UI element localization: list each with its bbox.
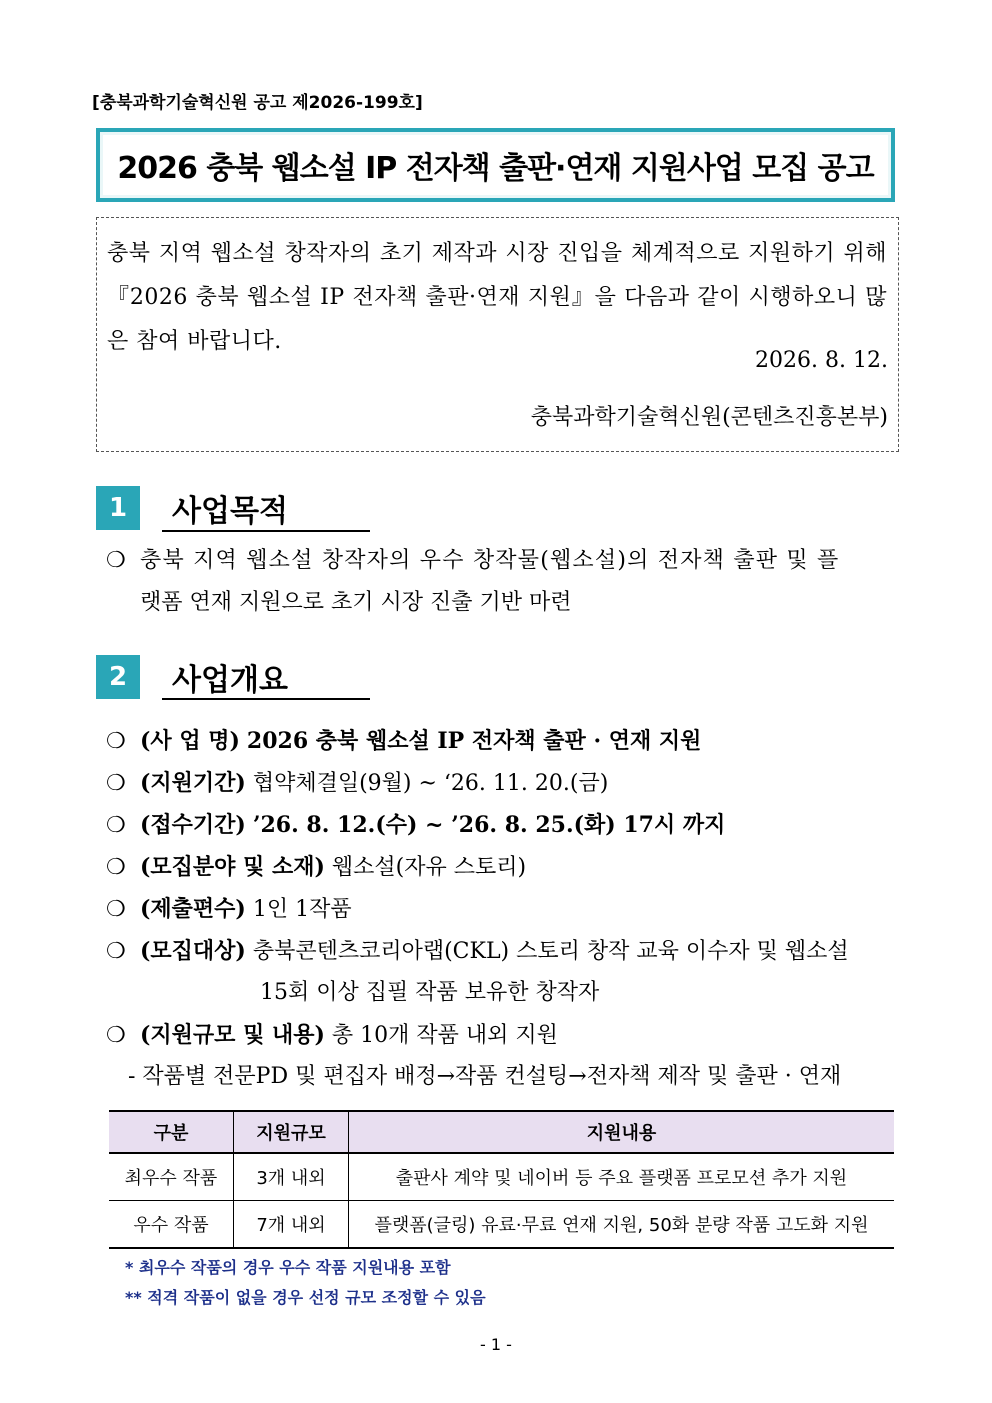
bullet-mark: ❍ bbox=[106, 548, 126, 573]
support-table bbox=[109, 1110, 894, 1249]
section-1-title: 사업목적 bbox=[172, 494, 288, 529]
item-label: (접수기간) bbox=[140, 812, 246, 838]
footnote: * 최우수 작품의 경우 우수 작품 지원내용 포함 bbox=[125, 1258, 451, 1277]
item-value: 총 10개 작품 내외 지원 bbox=[331, 1023, 558, 1048]
table-cell: 7개 내외 bbox=[234, 1201, 349, 1249]
title-box bbox=[96, 128, 895, 202]
notice-number: [충북과학기술혁신원 공고 제2026-199호] bbox=[92, 93, 423, 113]
item-value: 웹소설(자유 스토리) bbox=[331, 855, 527, 880]
bullet-mark: ❍ bbox=[106, 813, 126, 838]
section-2-title: 사업개요 bbox=[172, 663, 288, 698]
table-cell: 출판사 계약 및 네이버 등 주요 플랫폼 프로모션 추가 지원 bbox=[349, 1153, 895, 1201]
bullet-mark: ❍ bbox=[106, 939, 126, 964]
document-title: 2026 충북 웹소설 IP 전자책 출판·연재 지원사업 모집 공고 bbox=[103, 135, 888, 195]
item-label: (지원기간) bbox=[140, 770, 246, 796]
section-1-line-1: 충북 지역 웹소설 창작자의 우수 창작물(웹소설)의 전자책 출판 및 플 bbox=[140, 548, 840, 573]
overview-item bbox=[106, 1016, 898, 1055]
section-1-line-2: 랫폼 연재 지원으로 초기 시장 진출 기반 마련 bbox=[140, 590, 572, 615]
intro-organization: 충북과학기술혁신원(콘텐츠진흥본부) bbox=[530, 405, 888, 430]
bullet-mark: ❍ bbox=[106, 855, 126, 880]
bullet-mark: ❍ bbox=[106, 729, 126, 754]
item-value: ’26. 8. 12.(수) ~ ’26. 8. 25.(화) 17시 까지 bbox=[252, 812, 726, 838]
intro-text: 충북 지역 웹소설 창작자의 초기 제작과 시장 진입을 체계적으로 지원하기 위해『2026 충북 웹소설 IP 전자책 출판·연재 지원』을 다음과 같이 시행하오니 많은 참여 바랍니다. bbox=[107, 241, 887, 354]
section-1-bullet bbox=[106, 542, 898, 580]
intro-date: 2026. 8. 12. bbox=[755, 348, 888, 373]
overview-item bbox=[106, 848, 898, 887]
item-label: (모집분야 및 소재) bbox=[140, 854, 325, 880]
page-number: - 1 - bbox=[480, 1335, 512, 1354]
item-value: 1인 1작품 bbox=[252, 897, 352, 922]
table-cell: 최우수 작품 bbox=[109, 1153, 234, 1201]
section-1-underline bbox=[162, 530, 370, 532]
table-header: 지원내용 bbox=[349, 1111, 895, 1153]
item-label: (사 업 명) bbox=[140, 728, 240, 754]
table-header-row bbox=[109, 1111, 894, 1153]
overview-item bbox=[106, 722, 898, 761]
table-header: 구분 bbox=[109, 1111, 234, 1153]
item-label: (제출편수) bbox=[140, 896, 246, 922]
intro-box bbox=[96, 217, 899, 452]
overview-item bbox=[106, 932, 898, 971]
item-label: (모집대상) bbox=[140, 938, 246, 964]
bullet-mark: ❍ bbox=[106, 897, 126, 922]
overview-item bbox=[106, 890, 898, 929]
support-process: - 작품별 전문PD 및 편집자 배정→작품 컨설팅→전자책 제작 및 출판 · 연재 bbox=[128, 1064, 842, 1089]
bullet-mark: ❍ bbox=[106, 1023, 126, 1048]
table-cell: 플랫폼(글링) 유료·무료 연재 지원, 50화 분량 작품 고도화 지원 bbox=[349, 1201, 895, 1249]
section-1-number: 1 bbox=[96, 486, 140, 530]
table-cell: 3개 내외 bbox=[234, 1153, 349, 1201]
footnote: ** 적격 작품이 없을 경우 선정 규모 조정할 수 있음 bbox=[125, 1288, 486, 1307]
item-value: 협약체결일(9월) ~ ‘26. 11. 20.(금) bbox=[252, 771, 609, 796]
table-header: 지원규모 bbox=[234, 1111, 349, 1153]
item-value: 2026 충북 웹소설 IP 전자책 출판 · 연재 지원 bbox=[246, 728, 702, 754]
overview-item bbox=[106, 764, 898, 803]
bullet-mark: ❍ bbox=[106, 771, 126, 796]
overview-item bbox=[106, 806, 898, 845]
table-row bbox=[109, 1201, 894, 1249]
item-value: 충북콘텐츠코리아랩(CKL) 스토리 창작 교육 이수자 및 웹소설 bbox=[252, 939, 849, 964]
table-cell: 우수 작품 bbox=[109, 1201, 234, 1249]
section-2-number: 2 bbox=[96, 655, 140, 699]
item-value-continued: 15회 이상 집필 작품 보유한 창작자 bbox=[260, 980, 600, 1005]
item-label: (지원규모 및 내용) bbox=[140, 1022, 325, 1048]
table-row bbox=[109, 1153, 894, 1201]
section-2-underline bbox=[162, 698, 370, 700]
